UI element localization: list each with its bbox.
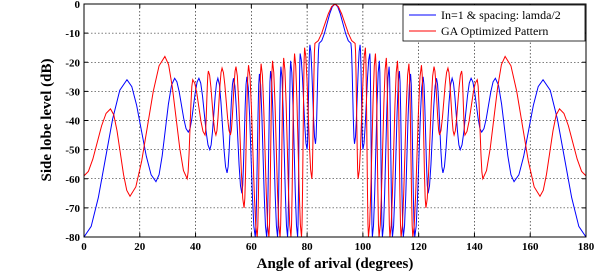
legend-label-uniform: In=1 & spacing: lamda/2	[441, 8, 561, 22]
y-tick-label: -20	[65, 57, 80, 70]
x-tick-label: 0	[81, 241, 87, 253]
x-tick-label: 80	[301, 241, 313, 253]
y-tick-label: -70	[65, 202, 80, 215]
y-tick-label: -30	[65, 86, 80, 99]
y-tick-label: 0	[74, 0, 80, 11]
y-tick-label: -60	[65, 173, 80, 186]
y-axis-title: Side lobe level (dB)	[39, 58, 55, 182]
x-tick-label: 160	[521, 241, 539, 253]
y-tick-label: -50	[65, 144, 80, 157]
x-tick-label: 40	[190, 241, 202, 253]
x-tick-label: 60	[245, 241, 257, 253]
y-tick-label: -10	[65, 28, 80, 41]
x-tick-label: 140	[466, 241, 483, 253]
y-tick-label: -80	[65, 232, 80, 244]
legend	[403, 5, 585, 41]
legend-label-ga: GA Optimized Pattern	[441, 24, 549, 38]
x-tick-label: 180	[577, 241, 595, 253]
x-tick-label: 120	[410, 241, 427, 253]
x-axis-title: Angle of arival (degrees)	[256, 256, 414, 272]
x-tick-label: 100	[354, 241, 372, 253]
y-tick-label: -40	[65, 115, 80, 128]
x-tick-label: 20	[134, 241, 146, 253]
